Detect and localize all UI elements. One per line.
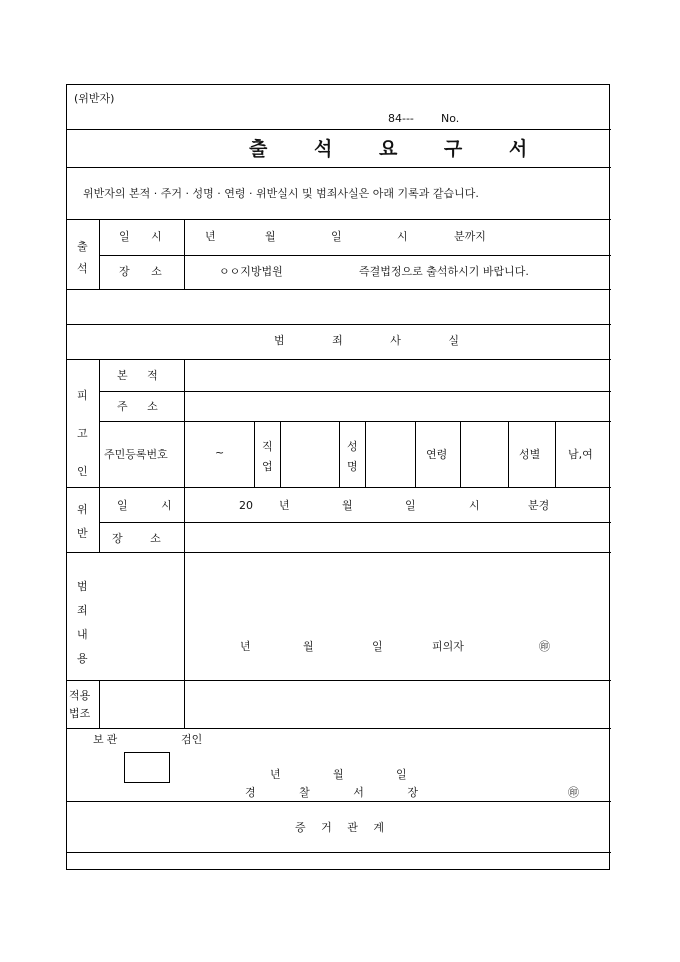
rrn-tilde: ~ — [215, 446, 225, 459]
attendance-unit-month: 월 — [265, 230, 276, 243]
attendance-datetime-label: 일 시 — [119, 230, 164, 243]
attendance-unit-day: 일 — [331, 230, 342, 243]
rule — [67, 129, 611, 130]
age-label: 연령 — [426, 448, 448, 461]
rule — [67, 852, 611, 853]
content-unit-month: 월 — [303, 640, 314, 653]
suspect-seal-icon: ㊞ — [539, 640, 550, 653]
violation-unit-day: 일 — [405, 499, 416, 512]
rule — [254, 421, 255, 487]
rule — [365, 421, 366, 487]
rule — [99, 219, 100, 289]
custody-unit-day: 일 — [396, 768, 407, 781]
custody-unit-month: 월 — [333, 768, 344, 781]
custody-unit-year: 년 — [270, 768, 281, 781]
rule — [99, 359, 100, 487]
suspect-label: 피의자 — [432, 640, 464, 653]
rule — [184, 552, 185, 728]
inspection-label: 검인 — [181, 733, 203, 746]
rrn-label: 주민등록번호 — [104, 448, 168, 461]
chief-seal-icon: ㊞ — [568, 786, 579, 799]
violation-unit-year: 년 — [279, 499, 290, 512]
attendance-unit-hour: 시 — [397, 230, 408, 243]
attendance-instruction: 즉결법정으로 출석하시기 바랍니다. — [359, 265, 529, 278]
rule — [67, 359, 611, 360]
crime-facts-heading: 범 죄 사 실 — [274, 334, 481, 347]
occupation-label: 직업 — [262, 440, 273, 473]
rule — [67, 167, 611, 168]
rule — [67, 219, 611, 220]
domicile-label: 본 적 — [117, 369, 158, 382]
crime-content-label: 범죄내용 — [77, 580, 88, 665]
attendance-place-label: 장 소 — [119, 265, 164, 278]
rule — [67, 487, 611, 488]
violation-datetime-label: 일 시 — [117, 499, 172, 512]
violation-unit-hour: 시 — [469, 499, 480, 512]
document-number: 84--- — [388, 112, 414, 125]
inspection-stamp-box — [124, 752, 170, 783]
page-title: 출 석 요 구 서 — [249, 138, 548, 160]
rule — [184, 359, 185, 487]
rule — [67, 680, 611, 681]
rule — [99, 522, 611, 523]
violation-side-label: 위반 — [77, 503, 88, 540]
rule — [184, 487, 185, 552]
violation-place-label: 장 소 — [112, 532, 161, 545]
rule — [460, 421, 461, 487]
rule — [67, 289, 611, 290]
rule — [99, 391, 611, 392]
rule — [555, 421, 556, 487]
sex-label: 성별 — [519, 448, 541, 461]
address-label: 주 소 — [117, 400, 158, 413]
police-chief-label: 경 찰 서 장 — [245, 786, 418, 799]
attendance-unit-year: 년 — [205, 230, 216, 243]
rule — [508, 421, 509, 487]
rule — [99, 421, 611, 422]
violator-tag: (위반자) — [74, 92, 115, 105]
rule — [184, 219, 185, 289]
rule — [99, 255, 611, 256]
intro-statement: 위반자의 본적 · 주거 · 성명 · 연령 · 위반실시 및 범죄사실은 아래 기록과 같습니다. — [83, 187, 479, 200]
rule — [67, 552, 611, 553]
storage-label: 보관 — [93, 733, 121, 746]
rule — [415, 421, 416, 487]
court-name: ㅇㅇ지방법원 — [219, 265, 283, 278]
evidence-heading: 증 거 관 계 — [295, 821, 390, 834]
number-label: No. — [441, 112, 460, 125]
rule — [67, 801, 611, 802]
content-unit-year: 년 — [240, 640, 251, 653]
rule — [99, 680, 100, 728]
name-label: 성명 — [347, 440, 358, 473]
rule — [99, 487, 100, 552]
violation-century: 20 — [239, 499, 253, 512]
rule — [67, 728, 611, 729]
violation-unit-minute: 분경 — [528, 499, 550, 512]
content-unit-day: 일 — [372, 640, 383, 653]
applicable-law-label: 적용법조 — [69, 689, 91, 720]
sex-value: 남,여 — [568, 448, 593, 461]
summons-form — [66, 84, 610, 870]
rule — [339, 421, 340, 487]
attendance-side-label: 출석 — [77, 240, 88, 275]
defendant-side-label: 피고인 — [77, 389, 88, 478]
rule — [280, 421, 281, 487]
violation-unit-month: 월 — [342, 499, 353, 512]
rule — [67, 324, 611, 325]
attendance-unit-minute: 분까지 — [454, 230, 486, 243]
